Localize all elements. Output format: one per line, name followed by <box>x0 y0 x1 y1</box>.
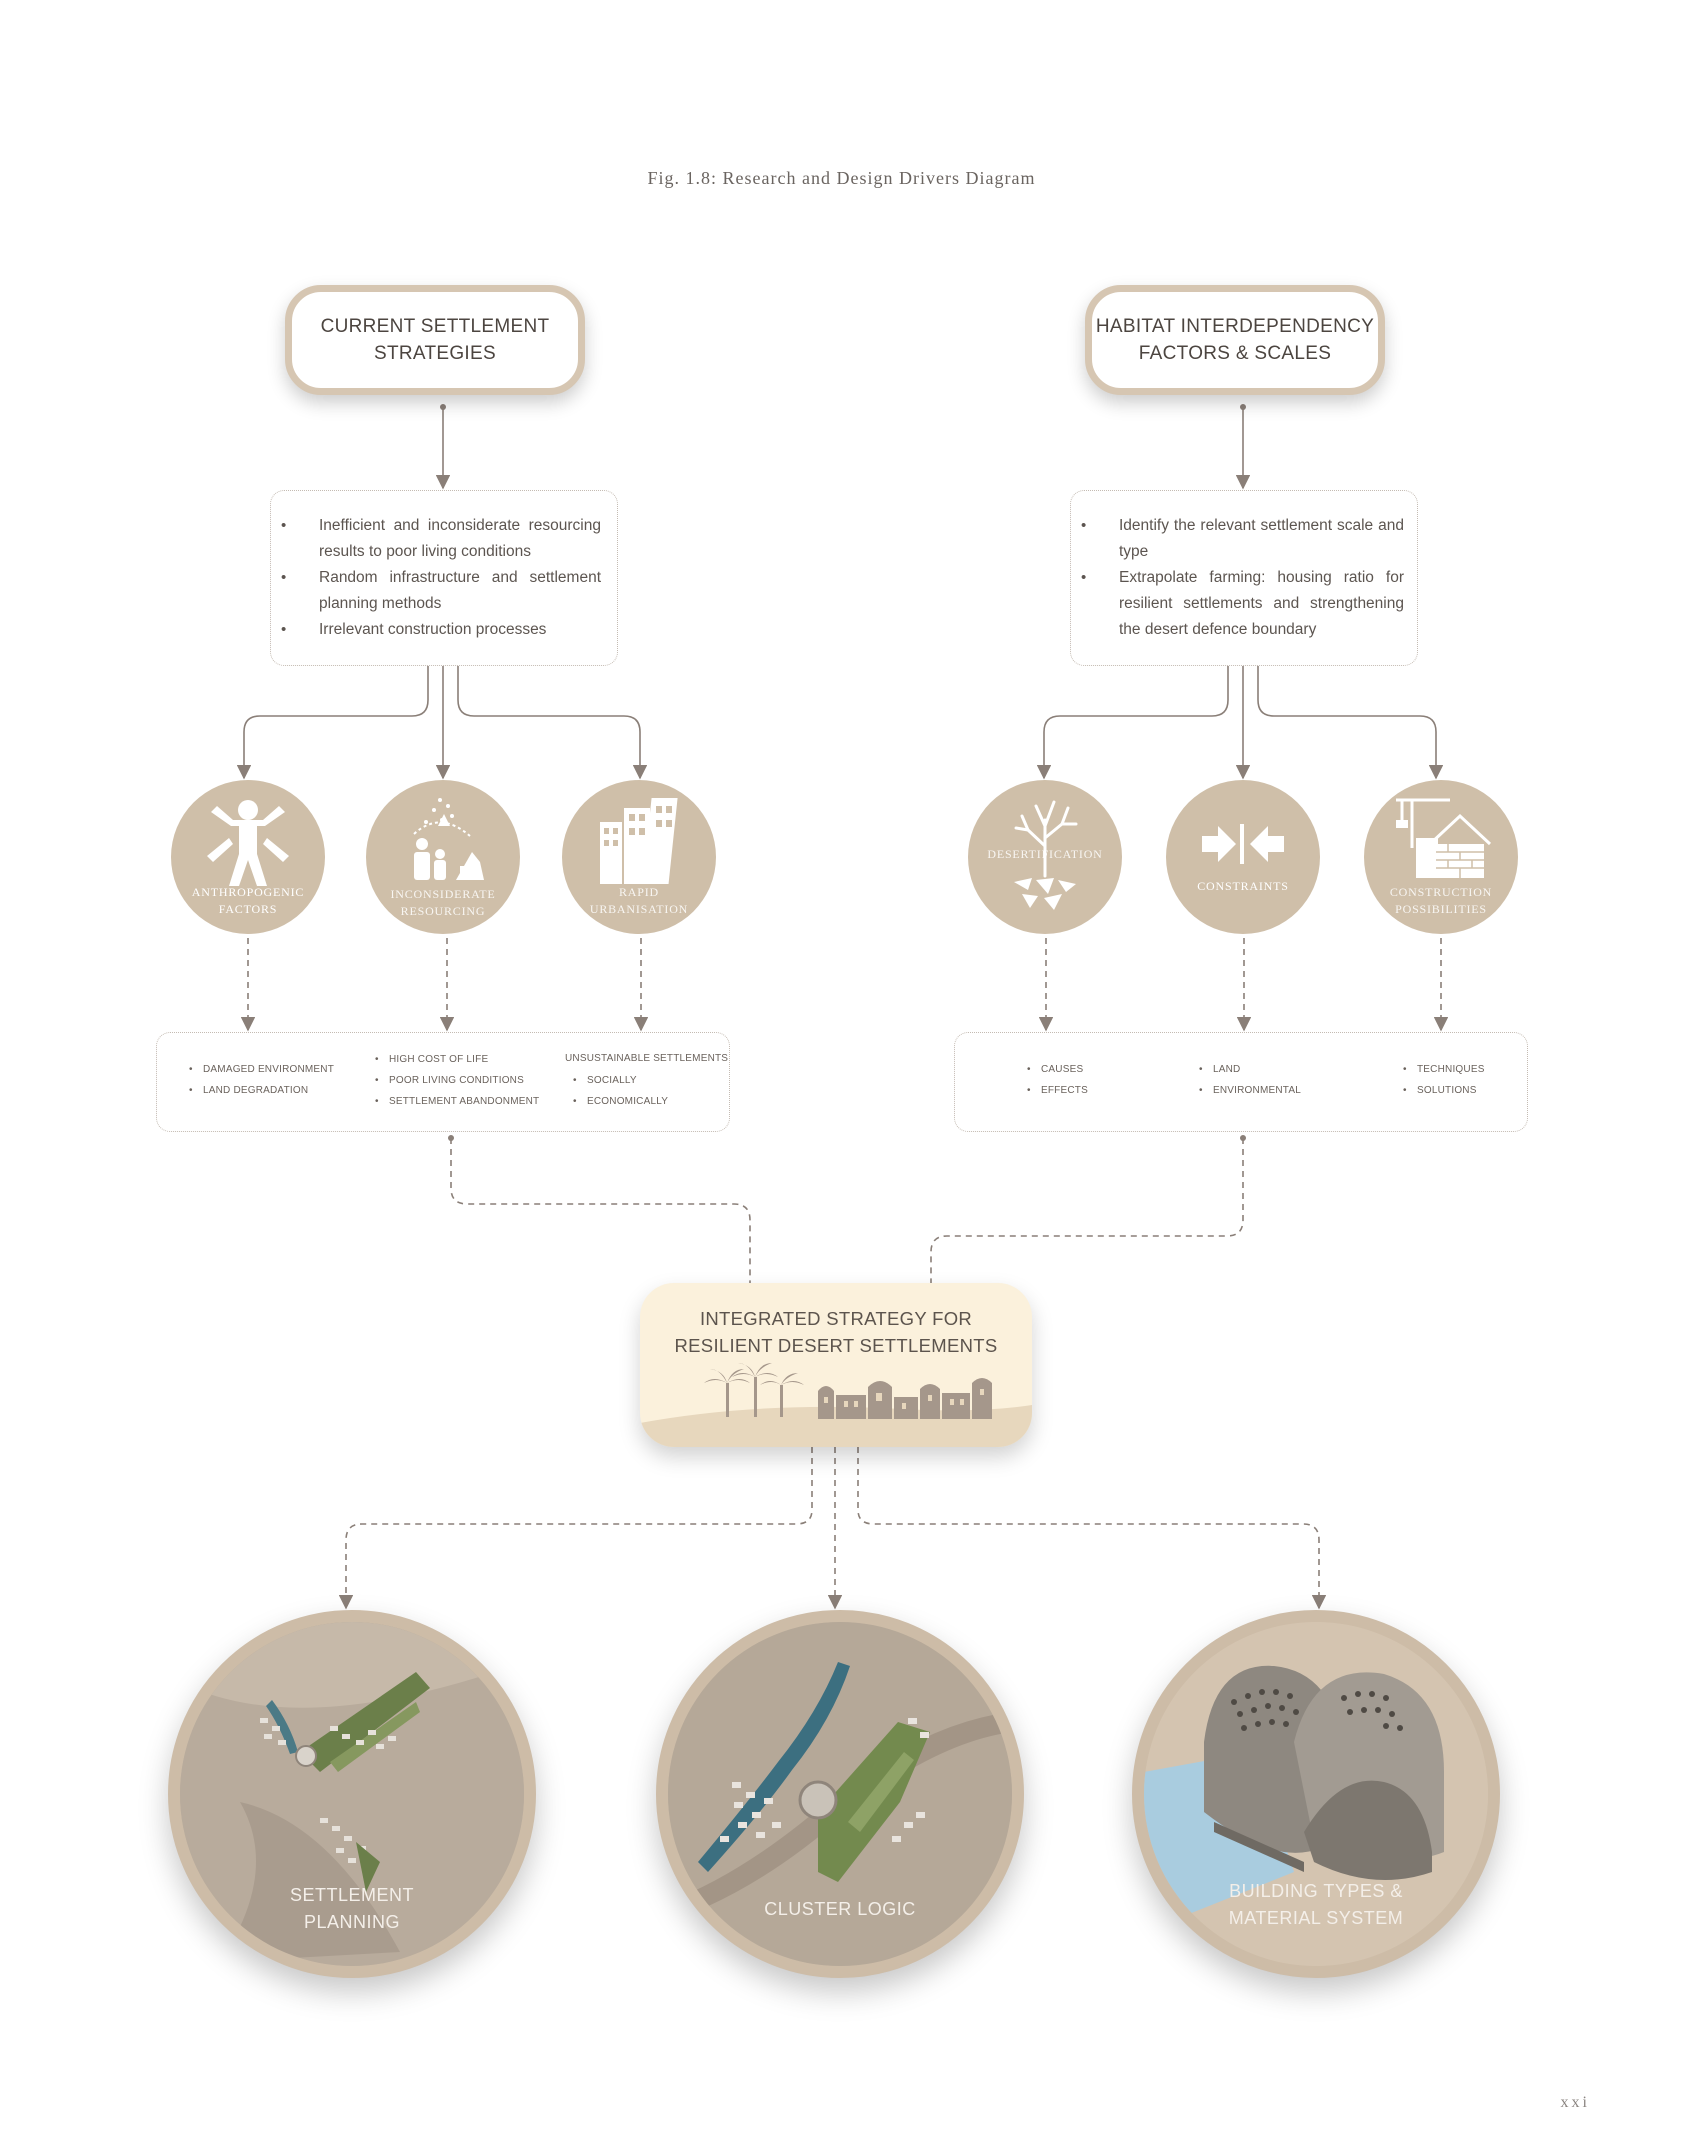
page-number: xxi <box>1560 2094 1590 2111</box>
current-settlement-strategies-box: CURRENT SETTLEMENT STRATEGIES <box>285 285 585 395</box>
integrated-strategy-box <box>640 1283 1032 1447</box>
right-bullet-list <box>1071 513 1404 643</box>
detail-column <box>1401 1059 1485 1101</box>
house-crane-icon <box>1390 790 1494 882</box>
connector-dash-out-1 <box>346 1447 812 1608</box>
detail-column <box>571 1070 668 1112</box>
outcome-label: SETTLEMENT PLANNING <box>289 1885 414 1932</box>
list-item: • SOCIALLY <box>571 1070 668 1091</box>
list-item: • Random infrastructure and settlement planning methods <box>271 565 601 617</box>
topic-label: ANTHROPOGENIC FACTORS <box>191 885 305 916</box>
outcome-settlement-planning <box>168 1610 536 1978</box>
topic-label: DESERTIFICATION <box>987 847 1103 861</box>
connector-right-fan-1 <box>1044 660 1228 778</box>
detail-column <box>1197 1059 1301 1101</box>
city-buildings-icon <box>596 794 682 886</box>
list-item: • HIGH COST OF LIFE <box>373 1049 539 1070</box>
figure-caption: Fig. 1.8: Research and Design Drivers Diagram <box>647 168 1036 188</box>
integrated-strategy-title: INTEGRATED STRATEGY FOR RESILIENT DESERT SETTLEMENTS <box>674 1308 998 1356</box>
detail-heading: UNSUSTAINABLE SETTLEMENTS <box>565 1053 729 1064</box>
family-resources-icon <box>400 792 486 888</box>
left-bullet-list <box>271 513 601 643</box>
topic-desertification <box>968 780 1122 934</box>
list-item: • TECHNIQUES <box>1401 1059 1485 1080</box>
list-item: • SETTLEMENT ABANDONMENT <box>373 1091 539 1112</box>
list-item: • POOR LIVING CONDITIONS <box>373 1070 539 1091</box>
topic-anthropogenic-factors <box>171 780 325 934</box>
outcome-label: CLUSTER LOGIC <box>764 1899 916 1919</box>
list-item: • SOLUTIONS <box>1401 1080 1485 1101</box>
detail-column <box>1025 1059 1088 1101</box>
vitruvian-figure-icon <box>201 794 295 890</box>
list-item: • LAND <box>1197 1059 1301 1080</box>
connector-dash-right-merge <box>931 1138 1243 1283</box>
topic-label: CONSTRAINTS <box>1197 879 1289 893</box>
list-item: • EFFECTS <box>1025 1080 1088 1101</box>
connector-dash-out-3 <box>858 1447 1319 1608</box>
connector-dash-left-merge <box>451 1138 750 1283</box>
list-item: • Irrelevant construction processes <box>271 617 601 643</box>
list-item: • CAUSES <box>1025 1059 1088 1080</box>
topic-label: RAPID URBANISATION <box>589 885 689 916</box>
left-bullet-box <box>270 490 618 666</box>
detail-column <box>187 1059 334 1101</box>
topic-label: CONSTRUCTION POSSIBILITIES <box>1389 885 1493 916</box>
list-item: • Inefficient and inconsiderate resourcing results to poor living conditions <box>271 513 601 565</box>
connector-right-fan-3 <box>1258 660 1436 778</box>
connector-left-fan-3 <box>458 660 640 778</box>
connector-left-fan-1 <box>244 660 428 778</box>
list-item: • ENVIRONMENTAL <box>1197 1080 1301 1101</box>
detail-column <box>373 1049 539 1112</box>
topic-label: INCONSIDERATE RESOURCING <box>390 887 496 918</box>
topic-inconsiderate-resourcing <box>366 780 520 934</box>
left-detail-box <box>156 1032 730 1132</box>
list-item: • Extrapolate farming: housing ratio for resilient settlements and strengthening the desert defence boundary <box>1071 565 1404 643</box>
converging-arrows-icon <box>1200 824 1286 864</box>
right-bullet-box <box>1070 490 1418 666</box>
list-item: • ECONOMICALLY <box>571 1091 668 1112</box>
habitat-interdependency-box: HABITAT INTERDEPENDENCY FACTORS & SCALES <box>1085 285 1385 395</box>
topic-constraints <box>1166 780 1320 934</box>
desert-skyline-icon <box>640 1361 1032 1447</box>
list-item: • Identify the relevant settlement scale and type <box>1071 513 1404 565</box>
outcome-label: BUILDING TYPES & MATERIAL SYSTEM <box>1228 1881 1404 1928</box>
right-detail-box <box>954 1032 1528 1132</box>
topic-construction-possibilities <box>1364 780 1518 934</box>
outcome-building-types <box>1132 1610 1500 1978</box>
topic-rapid-urbanisation <box>562 780 716 934</box>
list-item: • DAMAGED ENVIRONMENT <box>187 1059 334 1080</box>
outcome-cluster-logic <box>656 1610 1024 1978</box>
list-item: • LAND DEGRADATION <box>187 1080 334 1101</box>
